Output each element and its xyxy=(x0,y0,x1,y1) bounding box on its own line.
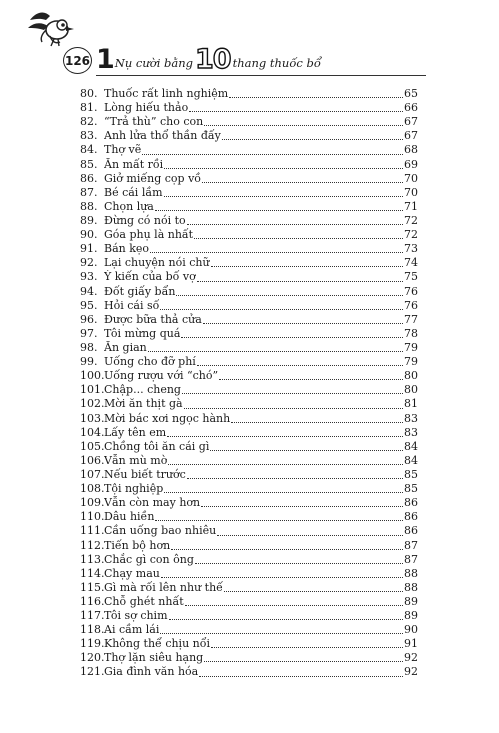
toc-entry-title: Ăn mất rồi xyxy=(104,157,164,171)
toc-entry-number: 115. xyxy=(80,580,105,594)
toc-leader-dots xyxy=(185,604,403,606)
toc-entry xyxy=(80,524,418,538)
toc-entry-title: Thợ lặn siêu hạng xyxy=(104,651,204,665)
title-number-one: 1 xyxy=(96,44,115,75)
toc-leader-dots xyxy=(211,265,403,267)
toc-leader-dots xyxy=(204,660,403,662)
toc-entry-page: 86 xyxy=(404,510,418,524)
toc-entry xyxy=(80,285,418,299)
toc-entry-title: Tiến bộ hơn xyxy=(104,538,171,552)
toc-entry-number: 105. xyxy=(80,439,105,453)
title-number-ten: 10 xyxy=(195,44,231,75)
toc-entry-title: Hỏi cái số xyxy=(104,298,160,312)
toc-entry-page: 80 xyxy=(404,369,418,383)
toc-leader-dots xyxy=(187,477,403,479)
toc-entry-page: 87 xyxy=(404,538,418,552)
toc-leader-dots xyxy=(164,167,403,169)
toc-entry-title: Bé cái lầm xyxy=(104,185,163,199)
toc-entry-title: Lại chuyện nói chữ xyxy=(104,256,210,270)
toc-entry-title: Chắc gì con ông xyxy=(104,552,194,566)
toc-leader-dots xyxy=(184,407,403,409)
toc-leader-dots xyxy=(222,138,403,140)
toc-entry xyxy=(80,172,418,186)
toc-entry-title: Không thể chịu nổi xyxy=(104,637,210,651)
toc-leader-dots xyxy=(211,646,403,648)
toc-entry-number: 85. xyxy=(80,157,98,171)
toc-entry-title: Chọn lựa xyxy=(104,199,154,213)
toc-leader-dots xyxy=(164,195,403,197)
toc-entry-page: 76 xyxy=(404,284,418,298)
toc-entry xyxy=(80,468,418,482)
toc-entry-page: 77 xyxy=(404,312,418,326)
page-number: 126 xyxy=(63,47,92,74)
toc-entry-page: 81 xyxy=(404,397,418,411)
toc-entry-page: 85 xyxy=(404,482,418,496)
toc-leader-dots xyxy=(201,505,403,507)
toc-entry-page: 92 xyxy=(404,665,418,679)
toc-leader-dots xyxy=(148,350,403,352)
toc-entry xyxy=(80,482,418,496)
toc-entry-page: 87 xyxy=(404,552,418,566)
toc-entry-page: 84 xyxy=(404,439,418,453)
toc-entry-number: 91. xyxy=(80,242,98,256)
toc-entry-number: 114. xyxy=(80,566,105,580)
toc-leader-dots xyxy=(224,590,403,592)
toc-entry xyxy=(80,581,418,595)
toc-entry-title: Đừng có nói to xyxy=(104,213,186,227)
toc-entry-number: 116. xyxy=(80,594,105,608)
toc-entry xyxy=(80,595,418,609)
toc-entry-number: 81. xyxy=(80,101,98,115)
toc-entry-title: Mời ăn thịt gà xyxy=(104,397,183,411)
toc-entry-number: 95. xyxy=(80,298,98,312)
toc-entry-page: 83 xyxy=(404,411,418,425)
toc-entry-number: 112. xyxy=(80,538,105,552)
toc-entry-number: 97. xyxy=(80,326,98,340)
toc-entry-number: 89. xyxy=(80,213,98,227)
toc-entry-page: 79 xyxy=(404,355,418,369)
header-rule xyxy=(96,75,426,76)
toc-entry xyxy=(80,327,418,341)
toc-entry xyxy=(80,637,418,651)
toc-leader-dots xyxy=(194,237,403,239)
toc-leader-dots xyxy=(155,209,403,211)
toc-leader-dots xyxy=(171,548,403,550)
toc-entry xyxy=(80,369,418,383)
toc-entry xyxy=(80,412,418,426)
toc-entry xyxy=(80,454,418,468)
toc-entry-page: 65 xyxy=(404,87,418,100)
toc-entry xyxy=(80,256,418,270)
toc-leader-dots xyxy=(210,449,403,451)
toc-entry-title: Chồng tôi ăn cái gì xyxy=(104,439,210,453)
toc-leader-dots xyxy=(182,392,403,394)
toc-entry-page: 69 xyxy=(404,157,418,171)
toc-entry-number: 86. xyxy=(80,171,98,185)
toc-entry-page: 90 xyxy=(404,623,418,637)
toc-entry-number: 94. xyxy=(80,284,98,298)
toc-entry-number: 83. xyxy=(80,129,98,143)
title-text-2: thang thuốc bổ xyxy=(232,56,321,70)
toc-entry-page: 70 xyxy=(404,171,418,185)
toc-entry-number: 92. xyxy=(80,256,98,270)
toc-entry-title: Gì mà rối lên như thế xyxy=(104,580,223,594)
toc-leader-dots xyxy=(161,576,403,578)
page-header xyxy=(0,0,499,80)
toc-entry xyxy=(80,299,418,313)
toc-entry-title: Vẫn còn may hơn xyxy=(104,496,201,510)
toc-entry-page: 83 xyxy=(404,425,418,439)
toc-entry xyxy=(80,313,418,327)
toc-entry-page: 79 xyxy=(404,340,418,354)
toc-entry-title: Chập... cheng xyxy=(104,383,181,397)
toc-entry xyxy=(80,115,418,129)
toc-entry-page: 75 xyxy=(404,270,418,284)
toc-entry xyxy=(80,426,418,440)
toc-entry-number: 104. xyxy=(80,425,105,439)
book-title xyxy=(96,43,321,73)
toc-leader-dots xyxy=(181,336,403,338)
toc-entry-number: 119. xyxy=(80,637,105,651)
title-text-1: Nụ cười bằng xyxy=(114,56,194,70)
toc-entry-number: 107. xyxy=(80,467,105,481)
toc-entry-page: 76 xyxy=(404,298,418,312)
toc-entry-title: Bán kẹo xyxy=(104,242,150,256)
toc-leader-dots xyxy=(168,463,403,465)
toc-leader-dots xyxy=(167,435,403,437)
toc-entry-title: “Trả thù” cho con xyxy=(104,115,204,129)
toc-entry-title: Lòng hiếu thảo xyxy=(104,101,189,115)
toc-entry-page: 84 xyxy=(404,453,418,467)
toc-entry xyxy=(80,397,418,411)
toc-entry-number: 99. xyxy=(80,355,98,369)
toc-entry-title: Ai cầm lái xyxy=(104,623,160,637)
toc-entry xyxy=(80,341,418,355)
toc-entry-title: Góa phụ là nhất xyxy=(104,228,194,242)
toc-entry-number: 96. xyxy=(80,312,98,326)
toc-leader-dots xyxy=(176,294,403,296)
toc-entry xyxy=(80,87,418,101)
toc-entry-page: 86 xyxy=(404,496,418,510)
toc-leader-dots xyxy=(150,251,403,253)
toc-entry xyxy=(80,101,418,115)
toc-entry-title: Ý kiến của bố vợ xyxy=(104,270,196,284)
toc-leader-dots xyxy=(204,124,403,126)
cartoon-bird-icon xyxy=(26,6,78,48)
toc-entry-title: Chạy mau xyxy=(104,566,160,580)
toc-leader-dots xyxy=(164,491,403,493)
toc-entry-number: 101. xyxy=(80,383,105,397)
toc-entry xyxy=(80,567,418,581)
toc-entry-page: 88 xyxy=(404,566,418,580)
toc-entry-page: 86 xyxy=(404,524,418,538)
toc-entry-title: Gia đình văn hóa xyxy=(104,665,199,679)
toc-entry xyxy=(80,143,418,157)
toc-entry xyxy=(80,623,418,637)
toc-entry-title: Giở miếng cọp vồ xyxy=(104,171,202,185)
toc-entry xyxy=(80,270,418,284)
toc-leader-dots xyxy=(189,110,403,112)
toc-entry-number: 102. xyxy=(80,397,105,411)
toc-entry-page: 73 xyxy=(404,242,418,256)
toc-entry-number: 109. xyxy=(80,496,105,510)
toc-entry xyxy=(80,651,418,665)
toc-entry xyxy=(80,200,418,214)
toc-entry-number: 103. xyxy=(80,411,105,425)
toc-entry-number: 80. xyxy=(80,87,98,100)
toc-entry-title: Tội nghiệp xyxy=(104,482,164,496)
toc-entry-page: 74 xyxy=(404,256,418,270)
toc-entry-number: 98. xyxy=(80,340,98,354)
toc-entry-title: Uống rượu với “chó” xyxy=(104,369,219,383)
toc-entry-title: Vẫn mù mờ xyxy=(104,453,168,467)
toc-entry-number: 100. xyxy=(80,369,105,383)
toc-entry-page: 71 xyxy=(404,199,418,213)
toc-leader-dots xyxy=(197,364,403,366)
toc-entry-title: Uống cho đỡ phí xyxy=(104,355,196,369)
toc-entry-title: Anh lửa thổ thần đấy xyxy=(104,129,221,143)
toc-entry-page: 68 xyxy=(404,143,418,157)
toc-entry-number: 110. xyxy=(80,510,105,524)
toc-leader-dots xyxy=(195,562,403,564)
toc-leader-dots xyxy=(199,675,403,677)
toc-entry-title: Chỗ ghét nhất xyxy=(104,594,184,608)
toc-leader-dots xyxy=(203,322,403,324)
toc-entry-page: 67 xyxy=(404,115,418,129)
toc-entry-title: Đốt giấy bẩn xyxy=(104,284,176,298)
toc-entry-number: 118. xyxy=(80,623,105,637)
toc-leader-dots xyxy=(219,378,403,380)
toc-entry-number: 111. xyxy=(80,524,105,538)
toc-entry-number: 106. xyxy=(80,453,105,467)
toc-entry-title: Nếu biết trước xyxy=(104,467,186,481)
toc-entry-title: Cần uống bao nhiêu xyxy=(104,524,217,538)
toc-leader-dots xyxy=(202,181,403,183)
toc-entry-title: Thuốc rất linh nghiệm xyxy=(104,87,229,100)
toc-entry xyxy=(80,510,418,524)
toc-entry xyxy=(80,553,418,567)
toc-entry xyxy=(80,665,418,679)
toc-leader-dots xyxy=(160,632,403,634)
toc-entry-number: 90. xyxy=(80,228,98,242)
toc-leader-dots xyxy=(229,96,403,98)
toc-entry xyxy=(80,539,418,553)
toc-entry-page: 92 xyxy=(404,651,418,665)
toc-leader-dots xyxy=(155,519,403,521)
toc-entry-title: Dâu hiền xyxy=(104,510,155,524)
toc-entry-page: 70 xyxy=(404,185,418,199)
toc-entry xyxy=(80,496,418,510)
toc-entry-title: Ăn gian xyxy=(104,340,147,354)
toc-entry-title: Tôi mừng quá xyxy=(104,326,181,340)
toc-entry-title: Được bữa thả cửa xyxy=(104,312,202,326)
toc-leader-dots xyxy=(217,534,403,536)
toc-entry-page: 66 xyxy=(404,101,418,115)
toc-entry-title: Tôi sợ chim xyxy=(104,609,168,623)
toc-entry-page: 89 xyxy=(404,594,418,608)
toc-entry-number: 88. xyxy=(80,199,98,213)
toc-entry-number: 82. xyxy=(80,115,98,129)
toc-entry-number: 87. xyxy=(80,185,98,199)
toc-entry-number: 84. xyxy=(80,143,98,157)
toc-leader-dots xyxy=(160,308,403,310)
toc-entry-page: 91 xyxy=(404,637,418,651)
toc-entry-title: Lấy tên em xyxy=(104,425,167,439)
toc-entry-number: 108. xyxy=(80,482,105,496)
toc-entry-number: 117. xyxy=(80,609,105,623)
toc-entry-page: 85 xyxy=(404,467,418,481)
toc-entry-number: 113. xyxy=(80,552,105,566)
toc-entry-page: 88 xyxy=(404,580,418,594)
toc-leader-dots xyxy=(187,223,403,225)
toc-entry xyxy=(80,609,418,623)
toc-entry xyxy=(80,440,418,454)
toc-entry xyxy=(80,158,418,172)
toc-leader-dots xyxy=(231,421,403,423)
toc-entry xyxy=(80,383,418,397)
toc-entry-page: 89 xyxy=(404,609,418,623)
toc-entry xyxy=(80,228,418,242)
toc-entry-page: 72 xyxy=(404,228,418,242)
table-of-contents xyxy=(80,87,418,680)
toc-leader-dots xyxy=(197,280,403,282)
toc-entry-number: 93. xyxy=(80,270,98,284)
toc-entry-number: 121. xyxy=(80,665,105,679)
toc-leader-dots xyxy=(169,618,403,620)
toc-entry-number: 120. xyxy=(80,651,105,665)
toc-leader-dots xyxy=(142,153,403,155)
toc-entry xyxy=(80,355,418,369)
toc-entry xyxy=(80,129,418,143)
toc-entry xyxy=(80,186,418,200)
toc-entry-page: 72 xyxy=(404,213,418,227)
toc-entry-title: Thợ vẽ xyxy=(104,143,142,157)
toc-entry-page: 80 xyxy=(404,383,418,397)
toc-entry xyxy=(80,214,418,228)
toc-entry-page: 67 xyxy=(404,129,418,143)
toc-entry xyxy=(80,242,418,256)
toc-entry-page: 78 xyxy=(404,326,418,340)
toc-entry-title: Mời bác xơi ngọc hành xyxy=(104,411,231,425)
